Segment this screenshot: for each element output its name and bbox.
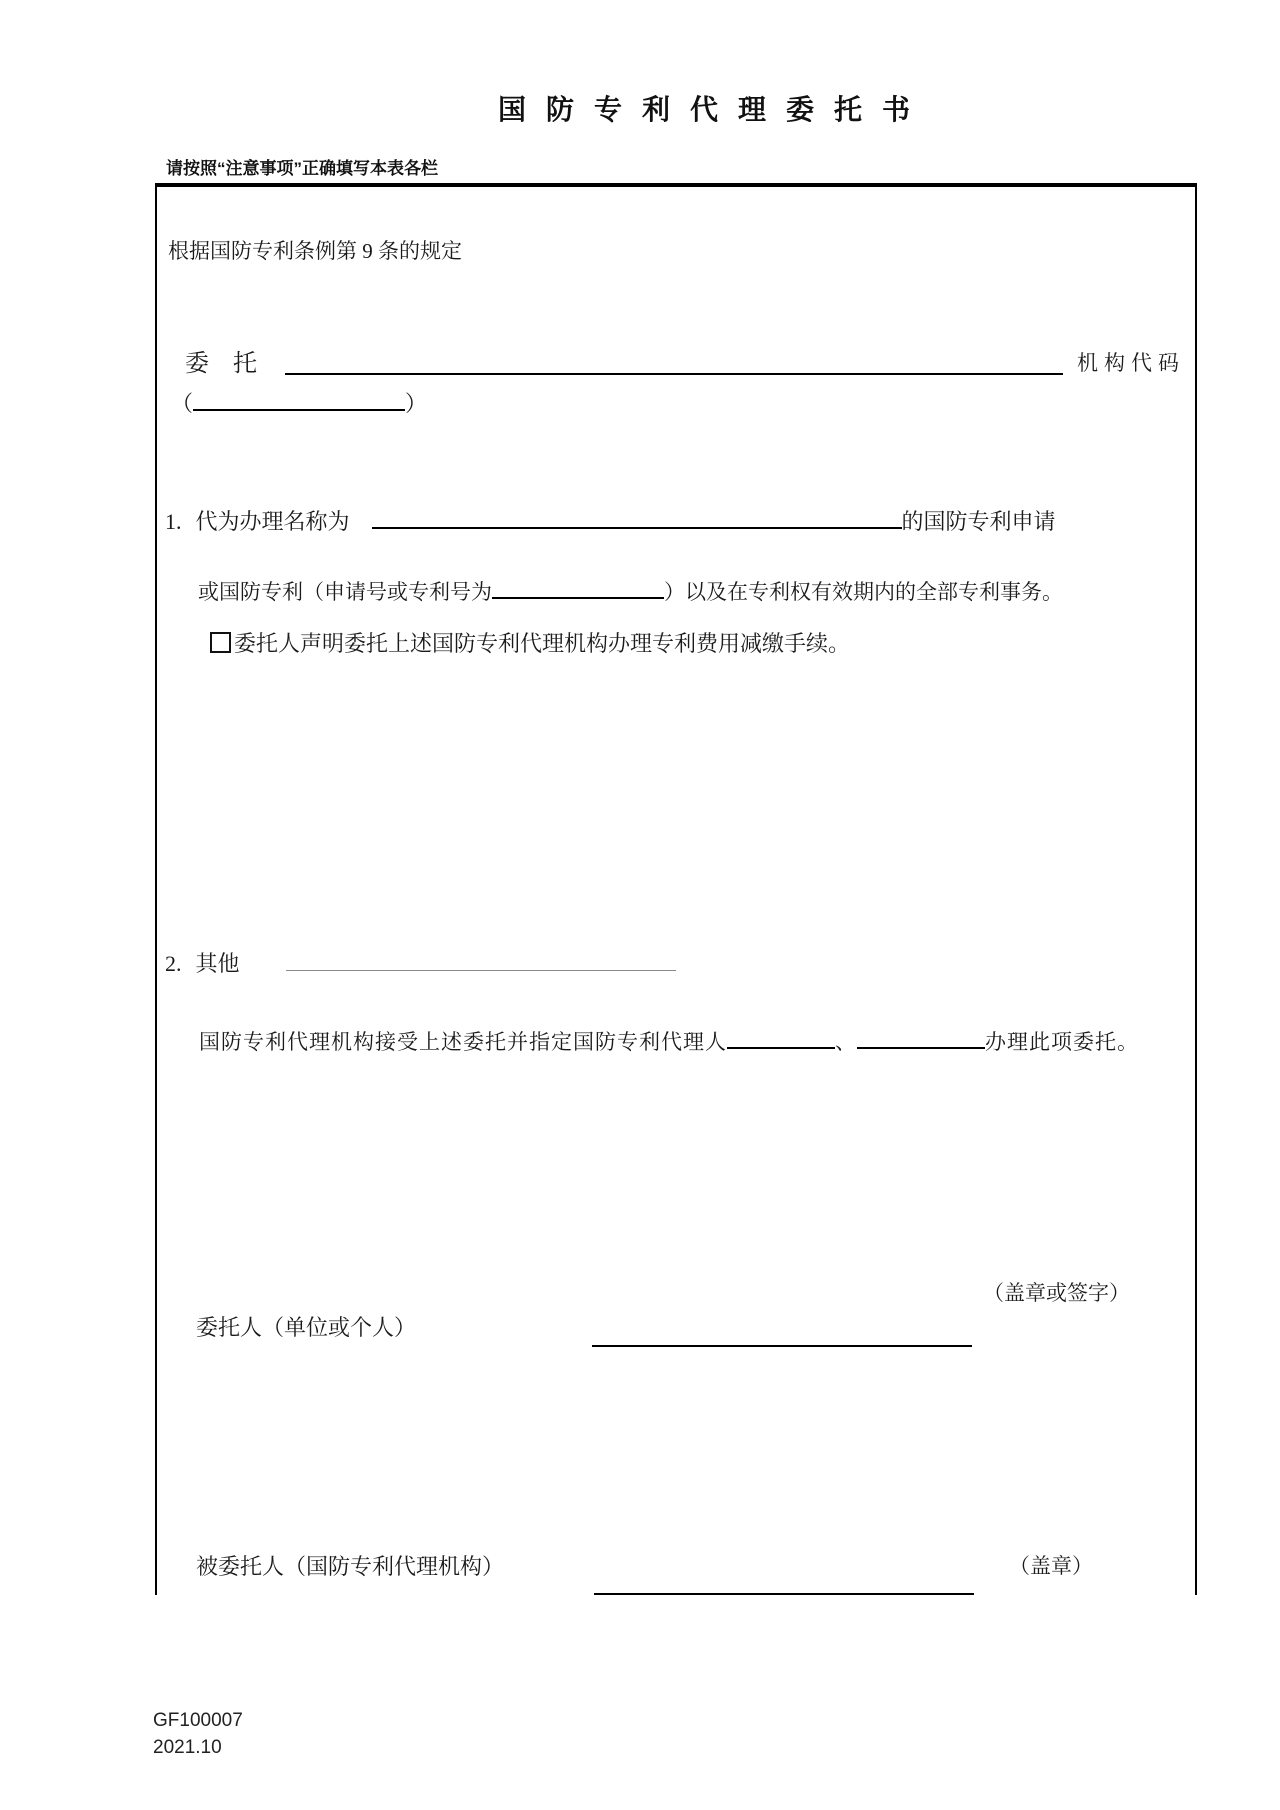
acceptance-separator: 、 [835, 1030, 857, 1054]
item1-line1 [165, 505, 1056, 536]
agent-label: 被委托人（国防专利代理机构） [196, 1554, 505, 1579]
item2-number: 2. [165, 951, 182, 976]
form-border-box [155, 183, 1197, 1595]
paren-close: ） [405, 391, 428, 416]
item2-label: 其他 [195, 951, 240, 976]
entrusted-agency-name-blank[interactable] [285, 345, 1063, 375]
form-version-date: 2021.10 [153, 1737, 222, 1758]
agent-name-1-blank[interactable] [727, 1025, 835, 1049]
client-signature-blank[interactable] [592, 1315, 972, 1347]
item1-line2-suffix: ）以及在专利权有效期内的全部专利事务。 [664, 580, 1063, 604]
acceptance-line [199, 1025, 1139, 1056]
item1-line2 [198, 575, 1063, 606]
agent-seal-note: （盖章） [1009, 1554, 1093, 1578]
item1-prefix: 代为办理名称为 [195, 509, 350, 534]
application-number-blank[interactable] [492, 575, 664, 599]
agent-name-2-blank[interactable] [857, 1025, 985, 1049]
acceptance-prefix: 国防专利代理机构接受上述委托并指定国防专利代理人 [199, 1030, 727, 1054]
client-seal-note: （盖章或签字） [983, 1281, 1130, 1305]
form-code: GF100007 [153, 1710, 243, 1731]
patent-application-name-blank[interactable] [372, 505, 902, 529]
fee-reduction-row [210, 627, 850, 658]
fee-reduction-checkbox[interactable] [210, 632, 231, 653]
client-label: 委托人（单位或个人） [196, 1315, 417, 1340]
other-matters-blank[interactable] [286, 948, 676, 971]
item2-line [165, 947, 676, 978]
entrust-label: 委 托 [185, 351, 257, 377]
fill-instruction-note: 请按照“注意事项”正确填写本表各栏 [166, 159, 438, 178]
org-code-paren-row [171, 387, 427, 418]
paren-open: （ [171, 391, 194, 416]
item1-line2-prefix: 或国防专利（申请号或专利号为 [198, 580, 492, 604]
item1-suffix: 的国防专利申请 [901, 509, 1056, 534]
acceptance-suffix: 办理此项委托。 [985, 1030, 1139, 1054]
item1-number: 1. [165, 509, 182, 534]
fee-reduction-label: 委托人声明委托上述国防专利代理机构办理专利费用减缴手续。 [234, 631, 851, 656]
org-code-blank[interactable] [193, 387, 405, 411]
legal-basis-line: 根据国防专利条例第 9 条的规定 [168, 239, 462, 263]
page-title: 国防专利代理委托书 [498, 94, 931, 125]
agent-signature-blank[interactable] [594, 1563, 974, 1595]
org-code-label: 机构代码 [1077, 351, 1185, 375]
